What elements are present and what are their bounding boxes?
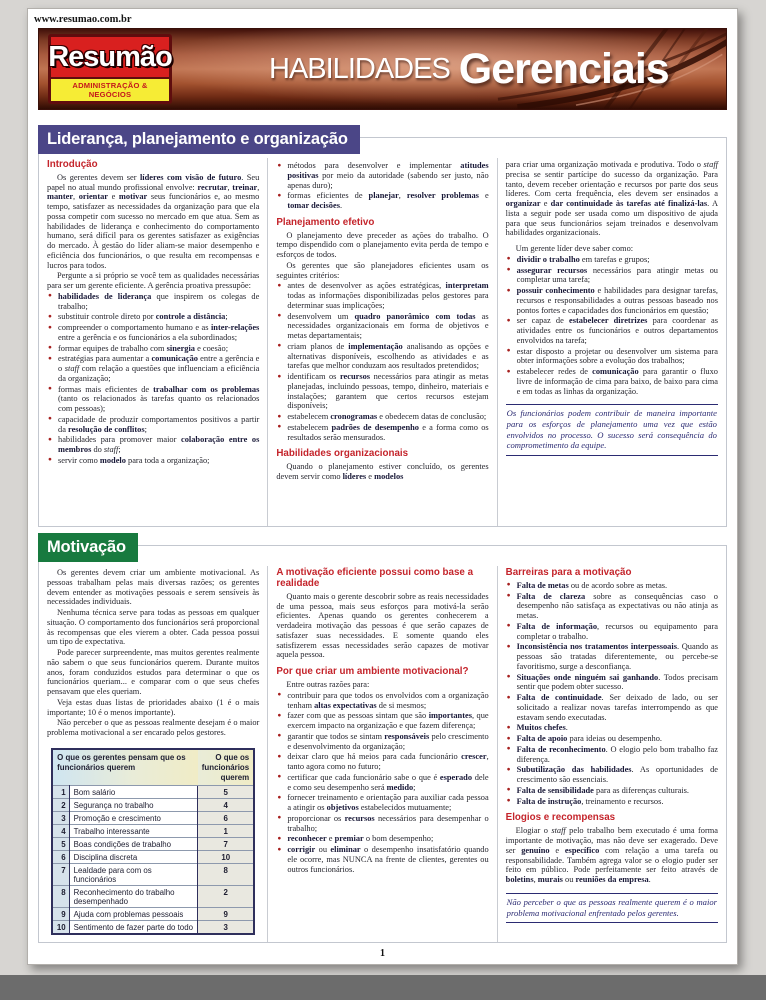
employee-rank: 9 — [198, 908, 254, 921]
bullet-item: ● Falta de apoio para ideias ou desempenho. — [506, 734, 718, 744]
manager-rank: 8 — [52, 886, 69, 908]
bullet-item: ● contribuir para que todos os envolvidos com a organização tenham altas expectativas de si mesmos; — [276, 691, 488, 711]
bullet-item: ● estabelecer redes de comunicação para garantir o fluxo livre de informação de cima para baixo, de baixo para cima e em todas as linhas da organização. — [506, 367, 718, 396]
priority-item: Bom salário — [69, 786, 198, 799]
title-habilidades: HABILIDADES — [269, 52, 450, 85]
title-gerenciais: Gerenciais — [458, 44, 669, 93]
bullet-item: ● Subutilização das habilidades. As oportunidades de crescimento são essenciais. — [506, 765, 718, 785]
table-row — [52, 851, 254, 864]
paragraph: Os gerentes devem criar um ambiente motivacional. As pessoas trabalham pelas mais diversas razões; os gerentes devem entender as motivações pessoais e serem sensíveis às necessidades individuais. — [47, 568, 260, 607]
priority-item: Trabalho interessante — [69, 825, 198, 838]
bullet-item: ● capacidade de produzir comportamentos positivos a partir da resolução de conflitos; — [47, 415, 259, 435]
table-header-left: O que os gerentes pensam que os funcionários querem — [52, 749, 198, 786]
bullet-item: ● habilidades para promover maior colaboração entre os membros do staff; — [47, 435, 259, 455]
column-3 — [497, 158, 726, 526]
paragraph: Não perceber o que as pessoas realmente desejam é o maior problema motivacional a ser encarado pelos gestores. — [47, 718, 260, 737]
bullet-item: ● proporcionar os recursos necessários para desempenhar o trabalho; — [276, 814, 488, 834]
scan-edge-strip — [0, 975, 766, 1000]
section-body — [38, 545, 727, 943]
bullet-item: ● Situações onde ninguém sai ganhando. Todos precisam sentir que podem obter sucesso. — [506, 673, 718, 693]
employee-rank: 3 — [198, 921, 254, 935]
table-row — [52, 864, 254, 886]
manager-rank: 3 — [52, 812, 69, 825]
employee-rank: 6 — [198, 812, 254, 825]
manager-rank: 6 — [52, 851, 69, 864]
section-title-motivacao: Motivação — [38, 533, 138, 562]
employee-rank: 10 — [198, 851, 254, 864]
paragraph: Um gerente líder deve saber como: — [515, 244, 634, 253]
bullet-list — [506, 581, 718, 807]
priorities-table-header — [52, 749, 254, 786]
table-header-right: O que os funcionários querem — [198, 749, 254, 786]
bullet-item: ● dividir o trabalho em tarefas e grupos; — [506, 255, 718, 265]
paragraph: O planejamento deve preceder as ações do trabalho. O tempo dispendido com o planejamento evita perda de tempo e esforços de todos. — [276, 230, 489, 260]
employee-rank: 2 — [198, 886, 254, 908]
page-title — [269, 29, 669, 109]
table-row — [52, 825, 254, 838]
subsection-heading: Habilidades organizacionais — [276, 448, 409, 460]
bullet-item: ● Falta de reconhecimento. O elogio pelo bom trabalho faz diferença. — [506, 745, 718, 765]
bullet-item: ● fazer com que as pessoas sintam que são importantes, que exercem impacto na organização e que fazem diferença; — [276, 711, 488, 731]
table-row — [52, 786, 254, 799]
priority-item: Promoção e crescimento — [69, 812, 198, 825]
bullet-item: ● antes de desenvolver as ações estratégicas, interpretam todas as informações disponibilizadas pelos gestores para determinar suas implicações; — [276, 281, 488, 310]
column-2 — [267, 566, 496, 942]
reference-card — [27, 8, 738, 965]
site-url: www.resumao.com.br — [34, 14, 132, 25]
paragraph: Pergunte a si próprio se você tem as qualidades necessárias para ser um gerente eficiente. A gerência proativa pressupõe: — [47, 271, 260, 291]
bullet-item: ● criam planos de implementação analisando as opções e alternativas disponíveis, escolhendo as atividades e as tarefas que melhor conduzam aos resultados pretendidos; — [276, 342, 488, 371]
bullet-item: ● deixar claro que há meios para cada funcionário crescer, tanto agora como no futuro; — [276, 752, 488, 772]
bullet-item: ● substituir controle direto por controle a distância; — [47, 312, 259, 322]
page-number: 1 — [380, 948, 385, 959]
bullet-item: ● Falta de sensibilidade para as diferenças culturais. — [506, 786, 718, 796]
subsection-heading: Elogios e recompensas — [505, 812, 616, 824]
priority-item: Lealdade para com os funcionários — [69, 864, 198, 886]
bullet-list — [276, 281, 488, 442]
bullet-item: ● Falta de continuidade. Ser deixado de lado, ou ser solicitado a realizar novas tarefas interrompendo as que estavam sendo executadas. — [506, 693, 718, 722]
section-motivacao — [38, 533, 727, 943]
manager-rank: 4 — [52, 825, 69, 838]
table-row — [52, 886, 254, 908]
paragraph: Quanto mais o gerente descobrir sobre as reais necessidades de uma pessoa, mais seus esforços para motivá-la serão eficientes. Apenas quando os gerentes conhecerem a verdadeira motivação das pessoas é que serão capazes de satisfazer suas necessidades. E somente quando eles satisfizerem essas necessidades serão capazes de motivar aquela pessoa. — [276, 591, 489, 660]
paragraph: Pode parecer surpreendente, mas muitos gerentes realmente não sabem o que seus funcionários querem. Durante muitos anos, foram conduzidos estudos para determinar o que os funcionários queriam... e comparar com o que seus chefes pensavam que eles queriam. — [47, 648, 260, 696]
column-2 — [267, 158, 496, 526]
manager-rank: 2 — [52, 799, 69, 812]
subsection-heading: Planejamento efetivo — [276, 216, 375, 228]
paragraph: Entre outras razões para: — [286, 680, 370, 690]
subsection-heading: Por que criar um ambiente motivacional? — [276, 666, 469, 678]
bullet-item: ● estabelecem padrões de desempenho e a forma como os resultados serão mensurados. — [276, 423, 488, 443]
bullet-list — [47, 292, 259, 466]
bullet-item: ● Falta de informação, recursos ou equipamento para completar o trabalho. — [506, 622, 718, 642]
employee-rank: 5 — [198, 786, 254, 799]
bullet-item: ● possuir conhecimento e habilidades para designar tarefas, recursos e responsabilidades a outras pessoas baseado nos pontos fortes e capacidades dos funcionários em questão; — [506, 286, 718, 315]
bullet-item: ● garantir que todos se sintam responsáveis pelo crescimento e desenvolvimento da organização; — [276, 732, 488, 752]
section-title-lideranca: Liderança, planejamento e organização — [38, 125, 360, 154]
paragraph: Quando o planejamento estiver concluído, os gerentes devem servir como líderes e modelos — [276, 462, 489, 482]
employee-rank: 7 — [198, 838, 254, 851]
manager-rank: 7 — [52, 864, 69, 886]
bullet-list — [276, 691, 488, 875]
section-body — [38, 137, 727, 527]
subsection-heading: Barreiras para a motivação — [505, 567, 632, 578]
manager-rank: 9 — [52, 908, 69, 921]
bullet-item: ● desenvolvem um quadro panorâmico com todas as necessidades organizacionais em forma de objetivos e metas departamentais; — [276, 312, 488, 341]
table-row — [52, 921, 254, 935]
priority-item: Boas condições de trabalho — [69, 838, 198, 851]
bullet-item: ● fornecer treinamento e orientação para auxiliar cada pessoa a atingir os objetivos estabelecidos mutuamente; — [276, 793, 488, 813]
header-banner — [38, 28, 727, 110]
manager-rank: 10 — [52, 921, 69, 935]
column-3 — [497, 566, 726, 942]
bullet-item: ● Falta de metas ou de acordo sobre as metas. — [506, 581, 718, 591]
priorities-table-body — [52, 786, 254, 935]
paragraph: Nenhuma técnica serve para todas as pessoas em qualquer situação. O comportamento dos funcionários será proporcional às recompensas que eles vierem a obter. Cada pessoa possui um tipo de expectativa. — [47, 608, 260, 647]
bullet-item: ● identificam os recursos necessários para atingir as metas planejadas, incluindo pessoas, tempo, dinheiro, materiais e instalações; garantem que certos recursos estejam disponíveis; — [276, 372, 488, 411]
brand-tagline: ADMINISTRAÇÃO & NEGÓCIOS — [51, 77, 169, 101]
bullet-item: ● ser capaz de estabelecer diretrizes para coordenar as atividades entre os funcionários e outros departamentos envolvidos na tarefa; — [506, 316, 718, 345]
priority-item: Sentimento de fazer parte do todo — [69, 921, 198, 935]
bullet-item: ● formar equipes de trabalho com sinergia e coesão; — [47, 344, 259, 354]
bullet-item: ● reconhecer e premiar o bom desempenho; — [276, 834, 488, 844]
employee-rank: 8 — [198, 864, 254, 886]
bullet-item: ● servir como modelo para toda a organização; — [47, 456, 259, 466]
bullet-item: ● métodos para desenvolver e implementar atitudes positivas por meio da autoridade (sabendo ser justo, não apenas duro); — [276, 161, 488, 190]
subsection-heading: Introdução — [47, 159, 98, 170]
manager-rank: 1 — [52, 786, 69, 799]
section-lideranca — [38, 125, 727, 527]
paragraph: para criar uma organização motivada e produtiva. Todo o staff precisa se sentir partícipe do sucesso da organização. Para tanto, devem receber orientação e recursos por parte dos seus líderes. Com certa frequência, eles devem ser ensinados a organizar e dar continuidade às tarefas até finalizá-las. A lista a seguir pode ser usada como um dispositivo de ajuda para que seus funcionários sejam treinados e desenvolvam habilidades organizacionais. — [505, 160, 718, 238]
bullet-item: ● estar disposto a projetar ou desenvolver um sistema para obter informações sobre a evolução dos trabalhos; — [506, 347, 718, 367]
bullet-item: ● formas eficientes de planejar, resolver problemas e tomar decisões. — [276, 191, 488, 211]
paragraph: Elogiar o staff pelo trabalho bem executado é uma forma importante de motivação, mas não deve ser exagerado. Deve ser genuíno e específico com relação a uma tarefa ou responsabilidade. Também agrega valor se o elogio puder ser feito em público. Pode perfeitamente ser feito através de boletins, murais ou reuniões da empresa. — [505, 826, 718, 885]
brand-name: Resumão — [48, 40, 172, 73]
highlight-note: Os funcionários podem contribuir de maneira importante para os esforços de planejamento uma vez que estão envolvidos no processo. O sucesso será consequência do comprometimento da equipe. — [506, 404, 718, 456]
bullet-item: ● Muitos chefes. — [506, 723, 718, 733]
paragraph: Os gerentes que são planejadores eficientes usam os seguintes critérios: — [276, 260, 489, 280]
priority-item: Reconhecimento do trabalho desempenhado — [69, 886, 198, 908]
bullet-item: ● Inconsistência nos tratamentos interpessoais. Quando as pessoas são tratadas diferentemente, ou percebe-se favoritismo, surge a desconfiança. — [506, 642, 718, 671]
subsection-heading: A motivação eficiente possui como base a realidade — [276, 567, 474, 589]
bullet-list — [276, 161, 488, 211]
bullet-item: ● corrigir ou eliminar o desempenho insatisfatório quando ele ocorre, mas NUNCA na frente de clientes, gerentes ou outros funcionários. — [276, 845, 488, 874]
employee-rank: 4 — [198, 799, 254, 812]
column-1 — [39, 158, 267, 526]
priority-item: Disciplina discreta — [69, 851, 198, 864]
table-row — [52, 908, 254, 921]
table-row — [52, 838, 254, 851]
bullet-item: ● assegurar recursos necessários para atingir metas ou completar uma tarefa; — [506, 266, 718, 286]
bullet-item: ● habilidades de liderança que inspirem os colegas de trabalho; — [47, 292, 259, 312]
bullet-list — [506, 255, 718, 397]
priority-item: Ajuda com problemas pessoais — [69, 908, 198, 921]
paragraph: Os gerentes devem ser líderes com visão de futuro. Seu papel no atual mundo profissional envolve: recrutar, treinar, manter, orientar e motivar seus funcionários e, ao mesmo tempo, satisfazer as necessidades da organização para que ela possa competir com sucesso no mercado em que atua. Sem as habilidades de liderança e conhecimento do comportamento humano, será difícil para os gerentes satisfazer as exigências do mercado. À gestão do líder aliam-se maior desempenho e eficiência dos funcionários, o que resulta em recompensas e lucros para todos. — [47, 172, 260, 270]
bullet-item: ● estratégias para aumentar a comunicação entre a gerência e o staff com relação a questões que influenciam a eficiência da organização; — [47, 354, 259, 383]
table-row — [52, 812, 254, 825]
bullet-item: ● certificar que cada funcionário sabe o que é esperado dele e como seu desempenho será medido; — [276, 773, 488, 793]
resumao-logo — [48, 34, 172, 104]
priority-item: Segurança no trabalho — [69, 799, 198, 812]
highlight-note: Não perceber o que as pessoas realmente querem é o maior problema motivacional enfrentado pelos gerentes. — [506, 893, 718, 923]
table-row — [52, 799, 254, 812]
priorities-table — [51, 748, 255, 936]
employee-rank: 1 — [198, 825, 254, 838]
column-1 — [39, 566, 267, 942]
bullet-item: ● Falta de instrução, treinamento e recursos. — [506, 797, 718, 807]
paragraph: Veja estas duas listas de prioridades abaixo (1 é o mais importante; 10 é o menos importante). — [47, 697, 260, 717]
manager-rank: 5 — [52, 838, 69, 851]
bullet-item: ● Falta de clareza sobre as consequências caso o desempenho não satisfaça as expectativas ou não atinja as metas. — [506, 592, 718, 621]
bullet-item: ● formas mais eficientes de trabalhar com os problemas (tanto os relacionados às tarefas quanto os relacionados com pessoas); — [47, 385, 259, 414]
bullet-item: ● compreender o comportamento humano e as inter-relações entre a gerência e os funcionários a ela subordinados; — [47, 323, 259, 343]
bullet-item: ● estabelecem cronogramas e obedecem datas de conclusão; — [276, 412, 488, 422]
